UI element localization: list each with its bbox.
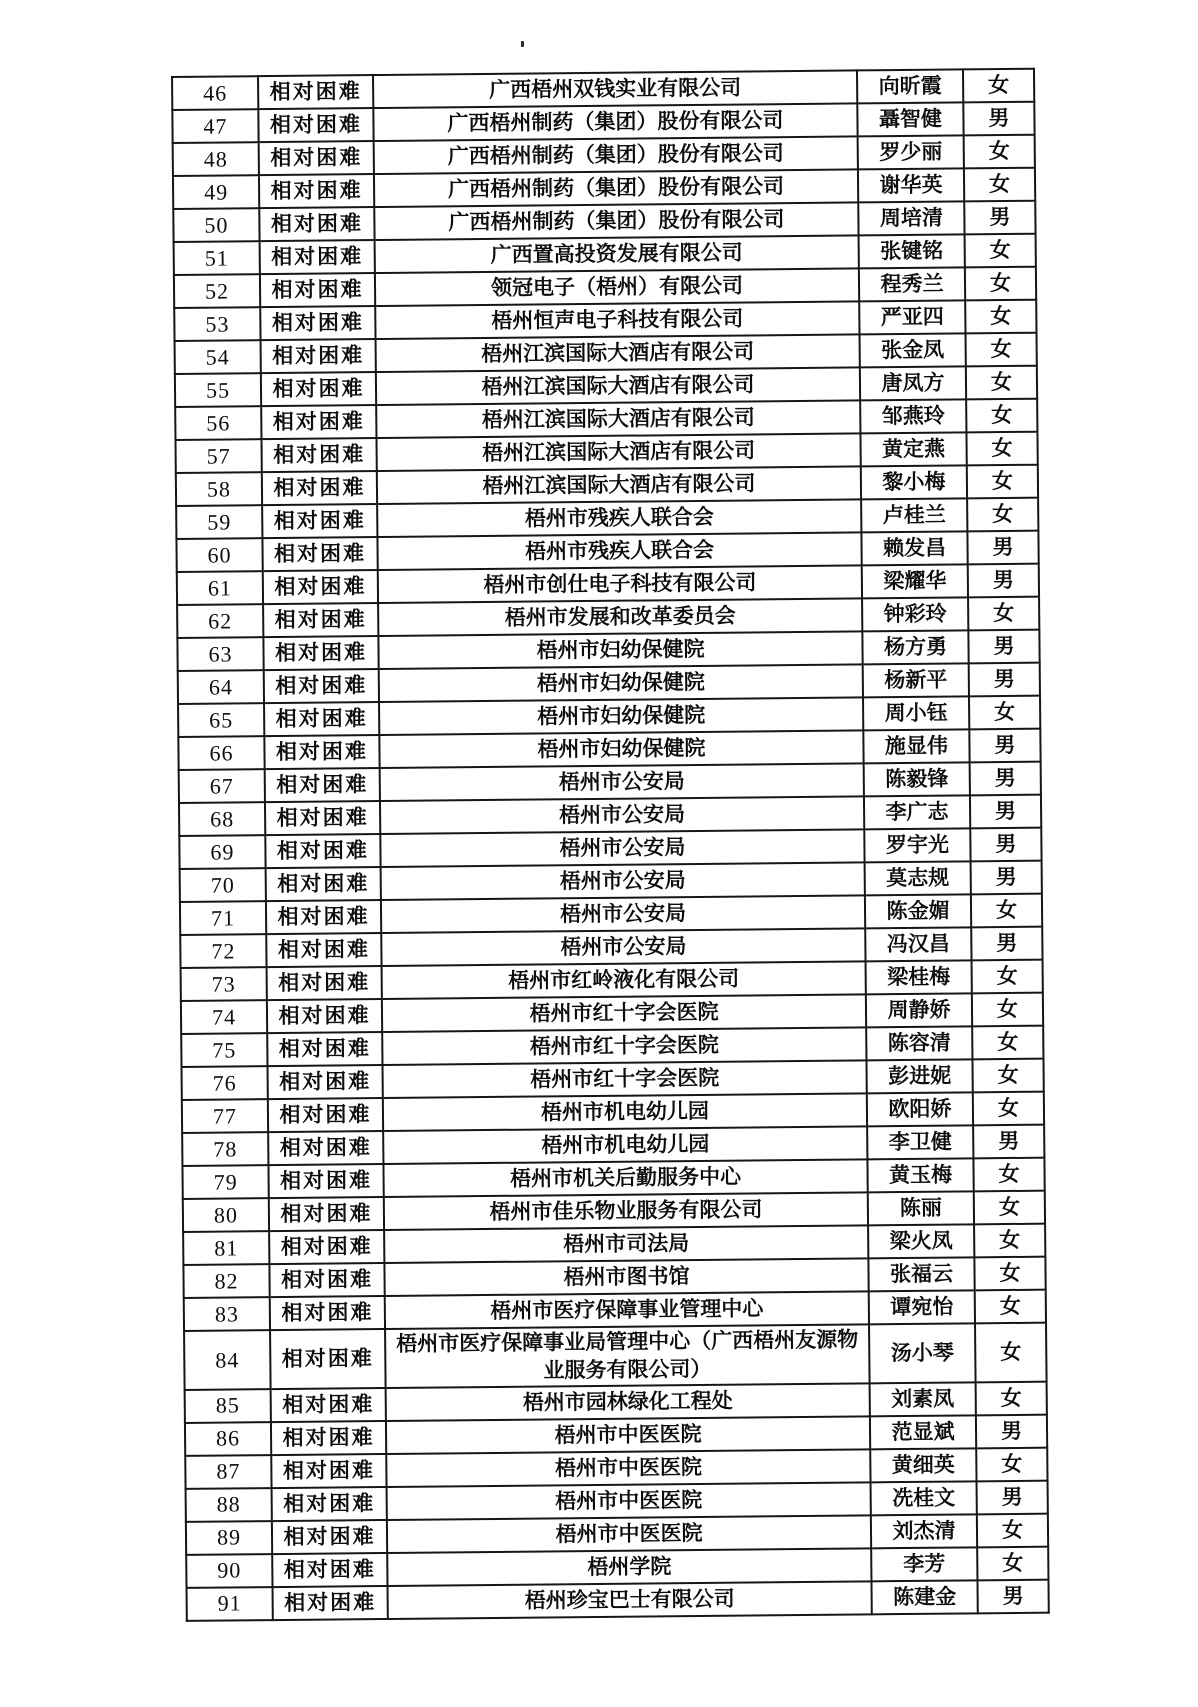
employer-cell: 梧州恒声电子科技有限公司 <box>375 301 859 339</box>
person-name-cell: 聶智健 <box>857 102 963 136</box>
gender-cell: 女 <box>966 399 1037 433</box>
difficulty-category-cell: 相对困难 <box>272 1520 387 1554</box>
person-name-cell: 梁桂梅 <box>866 960 972 994</box>
person-name-cell: 刘素凤 <box>870 1382 976 1416</box>
gender-cell: 女 <box>974 1191 1045 1225</box>
difficulty-category-cell: 相对困难 <box>269 1263 384 1297</box>
difficulty-category-cell: 相对困难 <box>259 207 374 241</box>
gender-cell: 女 <box>965 300 1036 334</box>
difficulty-category-cell: 相对困难 <box>267 966 382 1000</box>
row-number-cell: 67 <box>179 769 265 803</box>
employer-cell: 梧州市公安局 <box>381 862 865 900</box>
person-name-cell: 范显斌 <box>870 1415 976 1449</box>
gender-cell: 女 <box>969 696 1040 730</box>
row-number-cell: 50 <box>173 208 259 242</box>
row-number-cell: 62 <box>177 604 263 638</box>
gender-cell: 男 <box>971 861 1042 895</box>
row-number-cell: 69 <box>179 835 265 869</box>
employer-cell: 梧州市红十字会医院 <box>382 1027 866 1065</box>
row-number-cell: 84 <box>184 1330 271 1390</box>
row-number-cell: 64 <box>178 670 264 704</box>
employer-cell: 梧州市妇幼保健院 <box>378 631 862 669</box>
row-number-cell: 52 <box>174 274 260 308</box>
employer-cell: 梧州江滨国际大酒店有限公司 <box>376 334 860 372</box>
person-name-cell: 冯汉昌 <box>865 927 971 961</box>
person-name-cell: 欧阳娇 <box>867 1092 973 1126</box>
gender-cell: 男 <box>973 1125 1044 1159</box>
person-name-cell: 严亚四 <box>859 300 965 334</box>
employer-cell: 梧州市图书馆 <box>384 1258 868 1296</box>
gender-cell: 女 <box>976 1381 1047 1415</box>
gender-cell: 女 <box>972 960 1043 994</box>
gender-cell: 女 <box>972 1026 1043 1060</box>
employer-cell: 梧州市中医医院 <box>386 1449 870 1487</box>
person-name-cell: 张福云 <box>868 1257 974 1291</box>
gender-cell: 女 <box>975 1290 1046 1324</box>
employer-cell: 梧州市残疾人联合会 <box>377 532 861 570</box>
person-name-cell: 罗少丽 <box>858 135 964 169</box>
person-name-cell: 向昕霞 <box>857 69 963 103</box>
person-name-cell: 黄定燕 <box>860 432 966 466</box>
difficulty-category-cell: 相对困难 <box>273 1586 388 1620</box>
table-row <box>187 1579 1049 1620</box>
employer-cell: 梧州市医疗保障事业管理中心 <box>385 1291 869 1329</box>
row-number-cell: 78 <box>182 1132 268 1166</box>
gender-cell: 女 <box>966 333 1037 367</box>
employer-cell: 广西置高投资发展有限公司 <box>375 235 859 273</box>
difficulty-category-cell: 相对困难 <box>265 834 380 868</box>
roster-table-container <box>171 68 1048 1622</box>
difficulty-category-cell: 相对困难 <box>260 240 375 274</box>
difficulty-category-cell: 相对困难 <box>262 471 377 505</box>
difficulty-category-cell: 相对困难 <box>260 273 375 307</box>
row-number-cell: 51 <box>174 241 260 275</box>
row-number-cell: 72 <box>180 934 266 968</box>
person-name-cell: 周培清 <box>858 201 964 235</box>
gender-cell: 女 <box>971 894 1042 928</box>
row-number-cell: 53 <box>174 307 260 341</box>
row-number-cell: 57 <box>175 439 261 473</box>
gender-cell: 男 <box>963 102 1034 136</box>
person-name-cell: 梁火凤 <box>868 1224 974 1258</box>
row-number-cell: 49 <box>173 175 259 209</box>
employer-cell: 梧州市中医医院 <box>387 1482 871 1520</box>
row-number-cell: 81 <box>183 1231 269 1265</box>
row-number-cell: 60 <box>176 538 262 572</box>
row-number-cell: 70 <box>180 868 266 902</box>
person-name-cell: 罗宇光 <box>864 828 970 862</box>
employer-cell: 梧州江滨国际大酒店有限公司 <box>377 466 861 504</box>
row-number-cell: 76 <box>182 1066 268 1100</box>
difficulty-category-cell: 相对困难 <box>258 75 373 109</box>
person-name-cell: 周静娇 <box>866 993 972 1027</box>
employer-cell: 广西梧州制药（集团）股份有限公司 <box>374 202 858 240</box>
difficulty-category-cell: 相对困难 <box>264 702 379 736</box>
difficulty-category-cell: 相对困难 <box>266 867 381 901</box>
row-number-cell: 68 <box>179 802 265 836</box>
difficulty-category-cell: 相对困难 <box>269 1197 384 1231</box>
row-number-cell: 58 <box>176 472 262 506</box>
gender-cell: 男 <box>977 1480 1048 1514</box>
difficulty-category-cell: 相对困难 <box>269 1230 384 1264</box>
person-name-cell: 赖发昌 <box>861 531 967 565</box>
employer-cell: 梧州市医疗保障事业局管理中心（广西梧州友源物业服务有限公司） <box>385 1324 870 1387</box>
row-number-cell: 91 <box>187 1587 273 1621</box>
employer-cell: 广西梧州制药（集团）股份有限公司 <box>374 136 858 174</box>
gender-cell: 女 <box>977 1513 1048 1547</box>
difficulty-category-cell: 相对困难 <box>271 1388 386 1422</box>
difficulty-category-cell: 相对困难 <box>268 1131 383 1165</box>
gender-cell: 女 <box>967 498 1038 532</box>
difficulty-category-cell: 相对困难 <box>270 1296 385 1330</box>
employer-cell: 梧州市公安局 <box>381 928 865 966</box>
gender-cell: 女 <box>968 597 1039 631</box>
person-name-cell: 李芳 <box>871 1547 977 1581</box>
employer-cell: 领冠电子（梧州）有限公司 <box>375 268 859 306</box>
gender-cell: 男 <box>970 828 1041 862</box>
employer-cell: 梧州市司法局 <box>384 1225 868 1263</box>
row-number-cell: 73 <box>181 967 267 1001</box>
person-name-cell: 刘杰清 <box>871 1514 977 1548</box>
employer-cell: 广西梧州双钱实业有限公司 <box>373 70 857 108</box>
person-name-cell: 杨方勇 <box>862 630 968 664</box>
person-name-cell: 莫志规 <box>865 861 971 895</box>
row-number-cell: 74 <box>181 1000 267 1034</box>
difficulty-category-cell: 相对困难 <box>268 1164 383 1198</box>
difficulty-category-cell: 相对困难 <box>265 801 380 835</box>
gender-cell: 女 <box>964 168 1035 202</box>
employer-cell: 梧州市妇幼保健院 <box>379 697 863 735</box>
difficulty-category-cell: 相对困难 <box>259 141 374 175</box>
person-name-cell: 冼桂文 <box>871 1481 977 1515</box>
person-name-cell: 钟彩玲 <box>862 597 968 631</box>
employer-cell: 梧州市佳乐物业服务有限公司 <box>384 1192 868 1230</box>
gender-cell: 女 <box>964 135 1035 169</box>
difficulty-category-cell: 相对困难 <box>260 306 375 340</box>
employer-cell: 广西梧州制药（集团）股份有限公司 <box>373 103 857 141</box>
row-number-cell: 47 <box>172 109 258 143</box>
person-name-cell: 陈丽 <box>868 1191 974 1225</box>
gender-cell: 男 <box>970 762 1041 796</box>
gender-cell: 女 <box>972 993 1043 1027</box>
employer-cell: 梧州市创仕电子科技有限公司 <box>378 565 862 603</box>
gender-cell: 男 <box>969 729 1040 763</box>
gender-cell: 男 <box>970 795 1041 829</box>
person-name-cell: 张金凤 <box>860 333 966 367</box>
gender-cell: 男 <box>971 927 1042 961</box>
row-number-cell: 79 <box>182 1165 268 1199</box>
person-name-cell: 邹燕玲 <box>860 399 966 433</box>
gender-cell: 女 <box>973 1158 1044 1192</box>
gender-cell: 女 <box>967 465 1038 499</box>
employer-cell: 梧州市公安局 <box>380 763 864 801</box>
row-number-cell: 90 <box>186 1554 272 1588</box>
difficulty-category-cell: 相对困难 <box>268 1065 383 1099</box>
employer-cell: 梧州市中医医院 <box>386 1416 870 1454</box>
person-name-cell: 彭进妮 <box>866 1059 972 1093</box>
row-number-cell: 61 <box>177 571 263 605</box>
row-number-cell: 46 <box>172 76 258 110</box>
gender-cell: 女 <box>963 69 1034 103</box>
difficulty-category-cell: 相对困难 <box>261 339 376 373</box>
row-number-cell: 48 <box>173 142 259 176</box>
row-number-cell: 63 <box>177 637 263 671</box>
difficulty-category-cell: 相对困难 <box>264 735 379 769</box>
row-number-cell: 75 <box>181 1033 267 1067</box>
difficulty-category-cell: 相对困难 <box>262 504 377 538</box>
row-number-cell: 86 <box>185 1422 271 1456</box>
person-name-cell: 谭宛怡 <box>869 1290 975 1324</box>
gender-cell: 男 <box>976 1414 1047 1448</box>
employer-cell: 梧州江滨国际大酒店有限公司 <box>376 433 860 471</box>
gender-cell: 女 <box>973 1092 1044 1126</box>
table-row <box>184 1323 1047 1390</box>
scan-artifact-dot <box>521 41 524 47</box>
gender-cell: 男 <box>977 1579 1048 1613</box>
difficulty-category-cell: 相对困难 <box>264 669 379 703</box>
employer-cell: 梧州市公安局 <box>380 829 864 867</box>
difficulty-category-cell: 相对困难 <box>266 900 381 934</box>
gender-cell: 男 <box>968 630 1039 664</box>
person-name-cell: 陈建金 <box>871 1580 977 1614</box>
difficulty-category-cell: 相对困难 <box>263 636 378 670</box>
difficulty-category-cell: 相对困难 <box>261 438 376 472</box>
employer-cell: 广西梧州制药（集团）股份有限公司 <box>374 169 858 207</box>
person-name-cell: 陈容清 <box>866 1026 972 1060</box>
employer-cell: 梧州市妇幼保健院 <box>379 730 863 768</box>
row-number-cell: 85 <box>185 1389 271 1423</box>
gender-cell: 女 <box>965 267 1036 301</box>
gender-cell: 女 <box>974 1224 1045 1258</box>
gender-cell: 男 <box>968 564 1039 598</box>
difficulty-category-cell: 相对困难 <box>266 933 381 967</box>
employer-cell: 梧州市残疾人联合会 <box>377 499 861 537</box>
employer-cell: 梧州市红十字会医院 <box>382 994 866 1032</box>
gender-cell: 女 <box>966 366 1037 400</box>
person-name-cell: 张键铭 <box>859 234 965 268</box>
row-number-cell: 65 <box>178 703 264 737</box>
person-name-cell: 梁耀华 <box>862 564 968 598</box>
difficulty-category-cell: 相对困难 <box>259 174 374 208</box>
person-name-cell: 李卫健 <box>867 1125 973 1159</box>
gender-cell: 女 <box>977 1546 1048 1580</box>
person-name-cell: 李广志 <box>864 795 970 829</box>
employer-cell: 梧州市机关后勤服务中心 <box>383 1159 867 1197</box>
gender-cell: 女 <box>976 1447 1047 1481</box>
gender-cell: 女 <box>975 1323 1047 1382</box>
employer-cell: 梧州市公安局 <box>381 895 865 933</box>
difficulty-category-cell: 相对困难 <box>267 1032 382 1066</box>
row-number-cell: 59 <box>176 505 262 539</box>
employer-cell: 梧州市机电幼儿园 <box>383 1126 867 1164</box>
employer-cell: 梧州江滨国际大酒店有限公司 <box>376 400 860 438</box>
difficulty-category-cell: 相对困难 <box>271 1454 386 1488</box>
gender-cell: 男 <box>969 663 1040 697</box>
person-name-cell: 周小钰 <box>863 696 969 730</box>
difficulty-category-cell: 相对困难 <box>268 1098 383 1132</box>
difficulty-category-cell: 相对困难 <box>271 1421 386 1455</box>
person-name-cell: 谢华英 <box>858 168 964 202</box>
person-name-cell: 杨新平 <box>863 663 969 697</box>
row-number-cell: 83 <box>184 1297 270 1331</box>
employer-cell: 梧州江滨国际大酒店有限公司 <box>376 367 860 405</box>
gender-cell: 女 <box>972 1059 1043 1093</box>
difficulty-category-cell: 相对困难 <box>261 405 376 439</box>
row-number-cell: 82 <box>183 1264 269 1298</box>
difficulty-category-cell: 相对困难 <box>267 999 382 1033</box>
row-number-cell: 89 <box>186 1521 272 1555</box>
difficulty-category-cell: 相对困难 <box>261 372 376 406</box>
person-name-cell: 程秀兰 <box>859 267 965 301</box>
employer-cell: 梧州市园林绿化工程处 <box>386 1383 870 1421</box>
employer-cell: 梧州市机电幼儿园 <box>383 1093 867 1131</box>
gender-cell: 女 <box>966 432 1037 466</box>
person-name-cell: 黄细英 <box>870 1448 976 1482</box>
row-number-cell: 55 <box>175 373 261 407</box>
person-name-cell: 黎小梅 <box>861 465 967 499</box>
person-name-cell: 黄玉梅 <box>867 1158 973 1192</box>
gender-cell: 女 <box>965 234 1036 268</box>
gender-cell: 女 <box>974 1257 1045 1291</box>
row-number-cell: 88 <box>186 1488 272 1522</box>
person-name-cell: 陈毅锋 <box>864 762 970 796</box>
person-name-cell: 卢桂兰 <box>861 498 967 532</box>
person-name-cell: 唐凤方 <box>860 366 966 400</box>
employer-cell: 梧州市中医医院 <box>387 1515 871 1553</box>
row-number-cell: 71 <box>180 901 266 935</box>
difficulty-category-cell: 相对困难 <box>263 570 378 604</box>
difficulty-category-cell: 相对困难 <box>272 1487 387 1521</box>
row-number-cell: 87 <box>185 1455 271 1489</box>
row-number-cell: 54 <box>175 340 261 374</box>
row-number-cell: 80 <box>183 1198 269 1232</box>
employer-cell: 梧州市红岭液化有限公司 <box>382 961 866 999</box>
gender-cell: 男 <box>967 531 1038 565</box>
roster-table-body <box>172 69 1049 1621</box>
difficulty-category-cell: 相对困难 <box>262 537 377 571</box>
employer-cell: 梧州学院 <box>387 1548 871 1586</box>
roster-table <box>171 68 1050 1622</box>
employer-cell: 梧州市发展和改革委员会 <box>378 598 862 636</box>
difficulty-category-cell: 相对困难 <box>258 108 373 142</box>
person-name-cell: 汤小琴 <box>869 1323 976 1383</box>
difficulty-category-cell: 相对困难 <box>263 603 378 637</box>
row-number-cell: 66 <box>178 736 264 770</box>
employer-cell: 梧州市红十字会医院 <box>383 1060 867 1098</box>
employer-cell: 梧州市妇幼保健院 <box>379 664 863 702</box>
employer-cell: 梧州市公安局 <box>380 796 864 834</box>
difficulty-category-cell: 相对困难 <box>270 1329 386 1389</box>
difficulty-category-cell: 相对困难 <box>272 1553 387 1587</box>
gender-cell: 男 <box>964 201 1035 235</box>
row-number-cell: 77 <box>182 1099 268 1133</box>
person-name-cell: 陈金媚 <box>865 894 971 928</box>
difficulty-category-cell: 相对困难 <box>265 768 380 802</box>
person-name-cell: 施显伟 <box>863 729 969 763</box>
employer-cell: 梧州珍宝巴士有限公司 <box>388 1581 872 1619</box>
row-number-cell: 56 <box>175 406 261 440</box>
